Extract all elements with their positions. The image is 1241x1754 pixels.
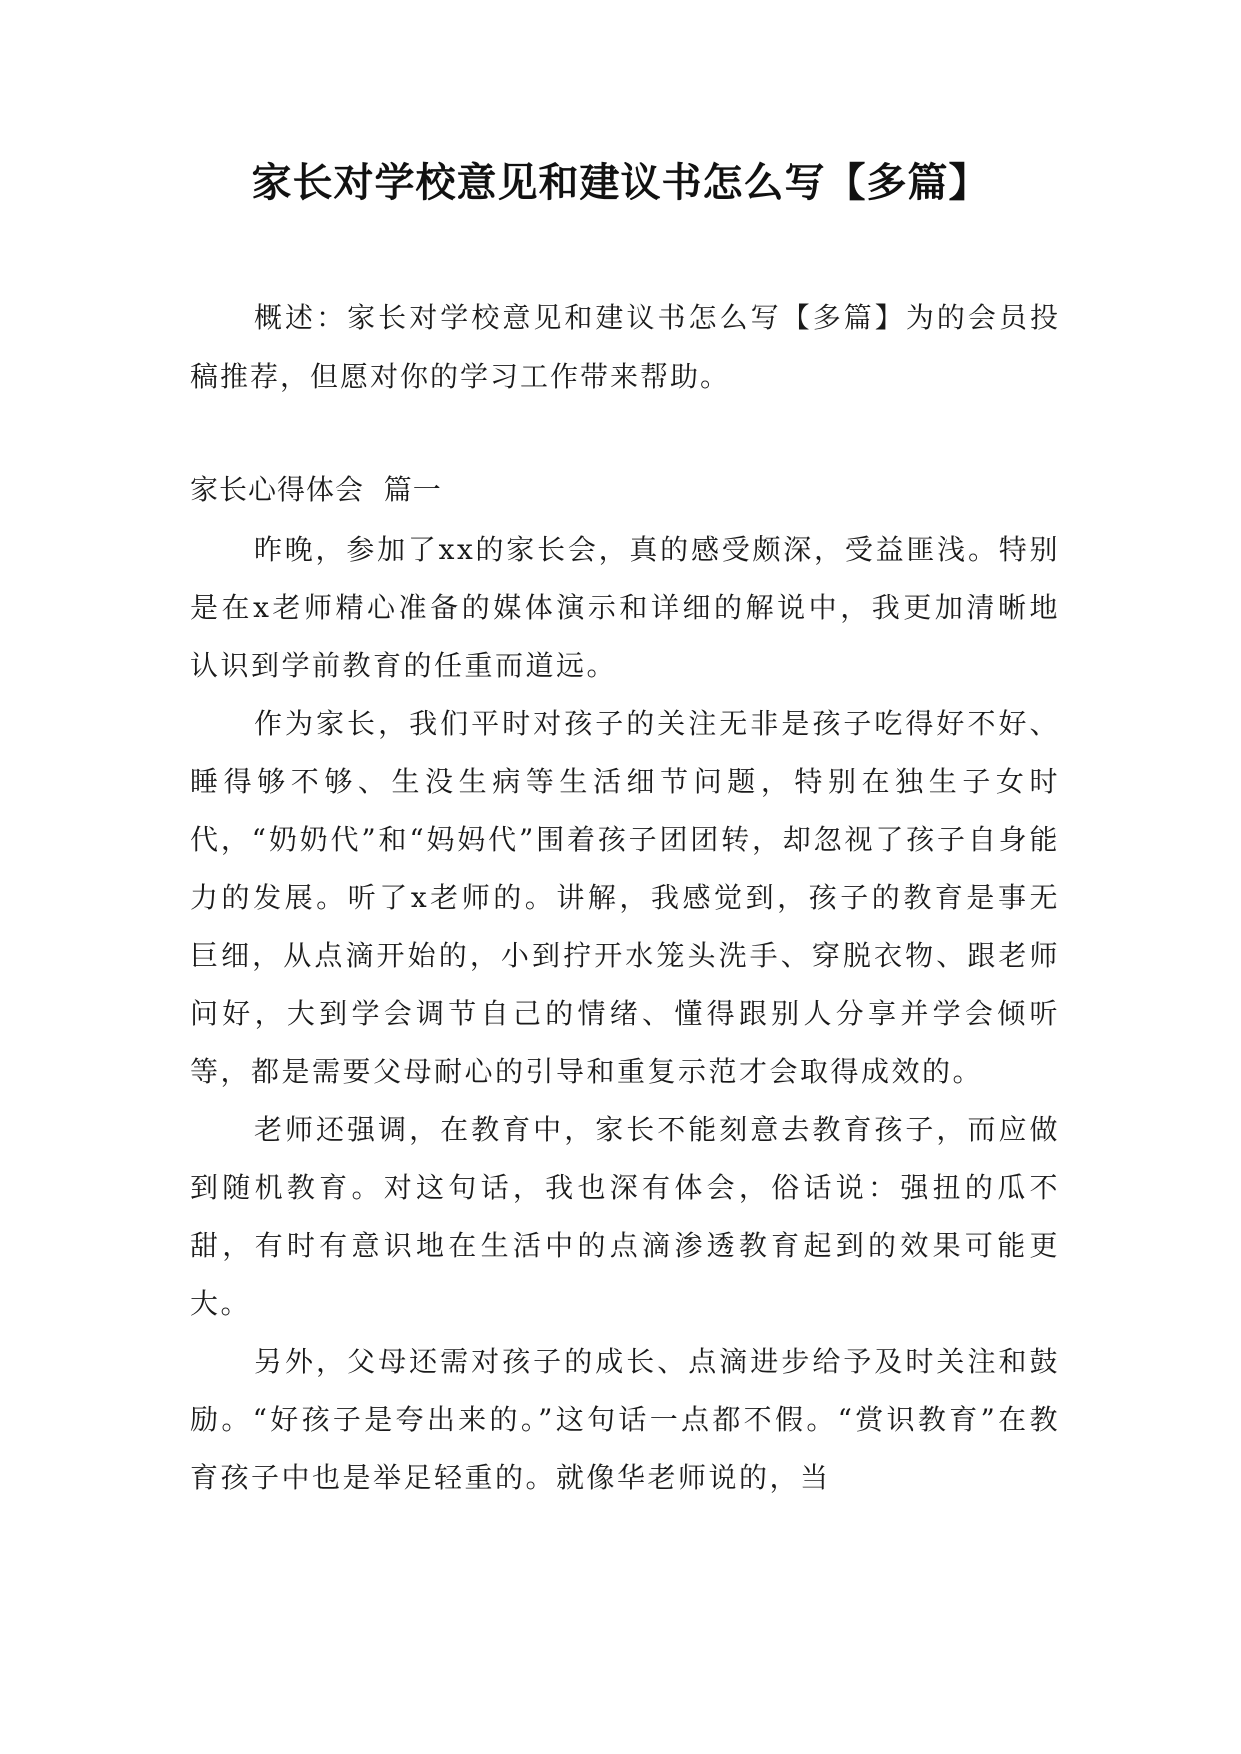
summary-paragraph: 概述：家长对学校意见和建议书怎么写【多篇】为的会员投稿推荐，但愿对你的学习工作带来帮助。	[190, 301, 1060, 393]
body-paragraph: 昨晚，参加了xx的家长会，真的感受颇深，受益匪浅。特别是在x老师精心准备的媒体演示和详细的解说中，我更加清晰地认识到学前教育的任重而道远。	[190, 533, 1060, 682]
body-paragraph: 作为家长，我们平时对孩子的关注无非是孩子吃得好不好、睡得够不够、生没生病等生活细节问题，特别在独生子女时代，“奶奶代”和“妈妈代”围着孩子团团转，却忽视了孩子自身能力的发展。听了x老师的。讲解，我感觉到，孩子的教育是事无巨细，从点滴开始的，小到拧开水笼头洗手、穿脱衣物、跟老师问好，大到学会调节自己的情绪、懂得跟别人分享并学会倾听等，都是需要父母耐心的引导和重复示范才会取得成效的。	[190, 707, 1060, 1088]
body-paragraph: 老师还强调，在教育中，家长不能刻意去教育孩子，而应做到随机教育。对这句话，我也深有体会，俗话说：强扭的瓜不甜，有时有意识地在生活中的点滴渗透教育起到的效果可能更大。	[190, 1113, 1060, 1320]
section-heading: 家长心得体会 篇一	[190, 473, 442, 506]
body-text	[190, 521, 1060, 1507]
document-title: 家长对学校意见和建议书怎么写【多篇】	[251, 160, 990, 206]
body-paragraph: 另外，父母还需对孩子的成长、点滴进步给予及时关注和鼓励。“好孩子是夸出来的。”这句话一点都不假。“赏识教育”在教育孩子中也是举足轻重的。就像华老师说的，当	[190, 1345, 1060, 1494]
